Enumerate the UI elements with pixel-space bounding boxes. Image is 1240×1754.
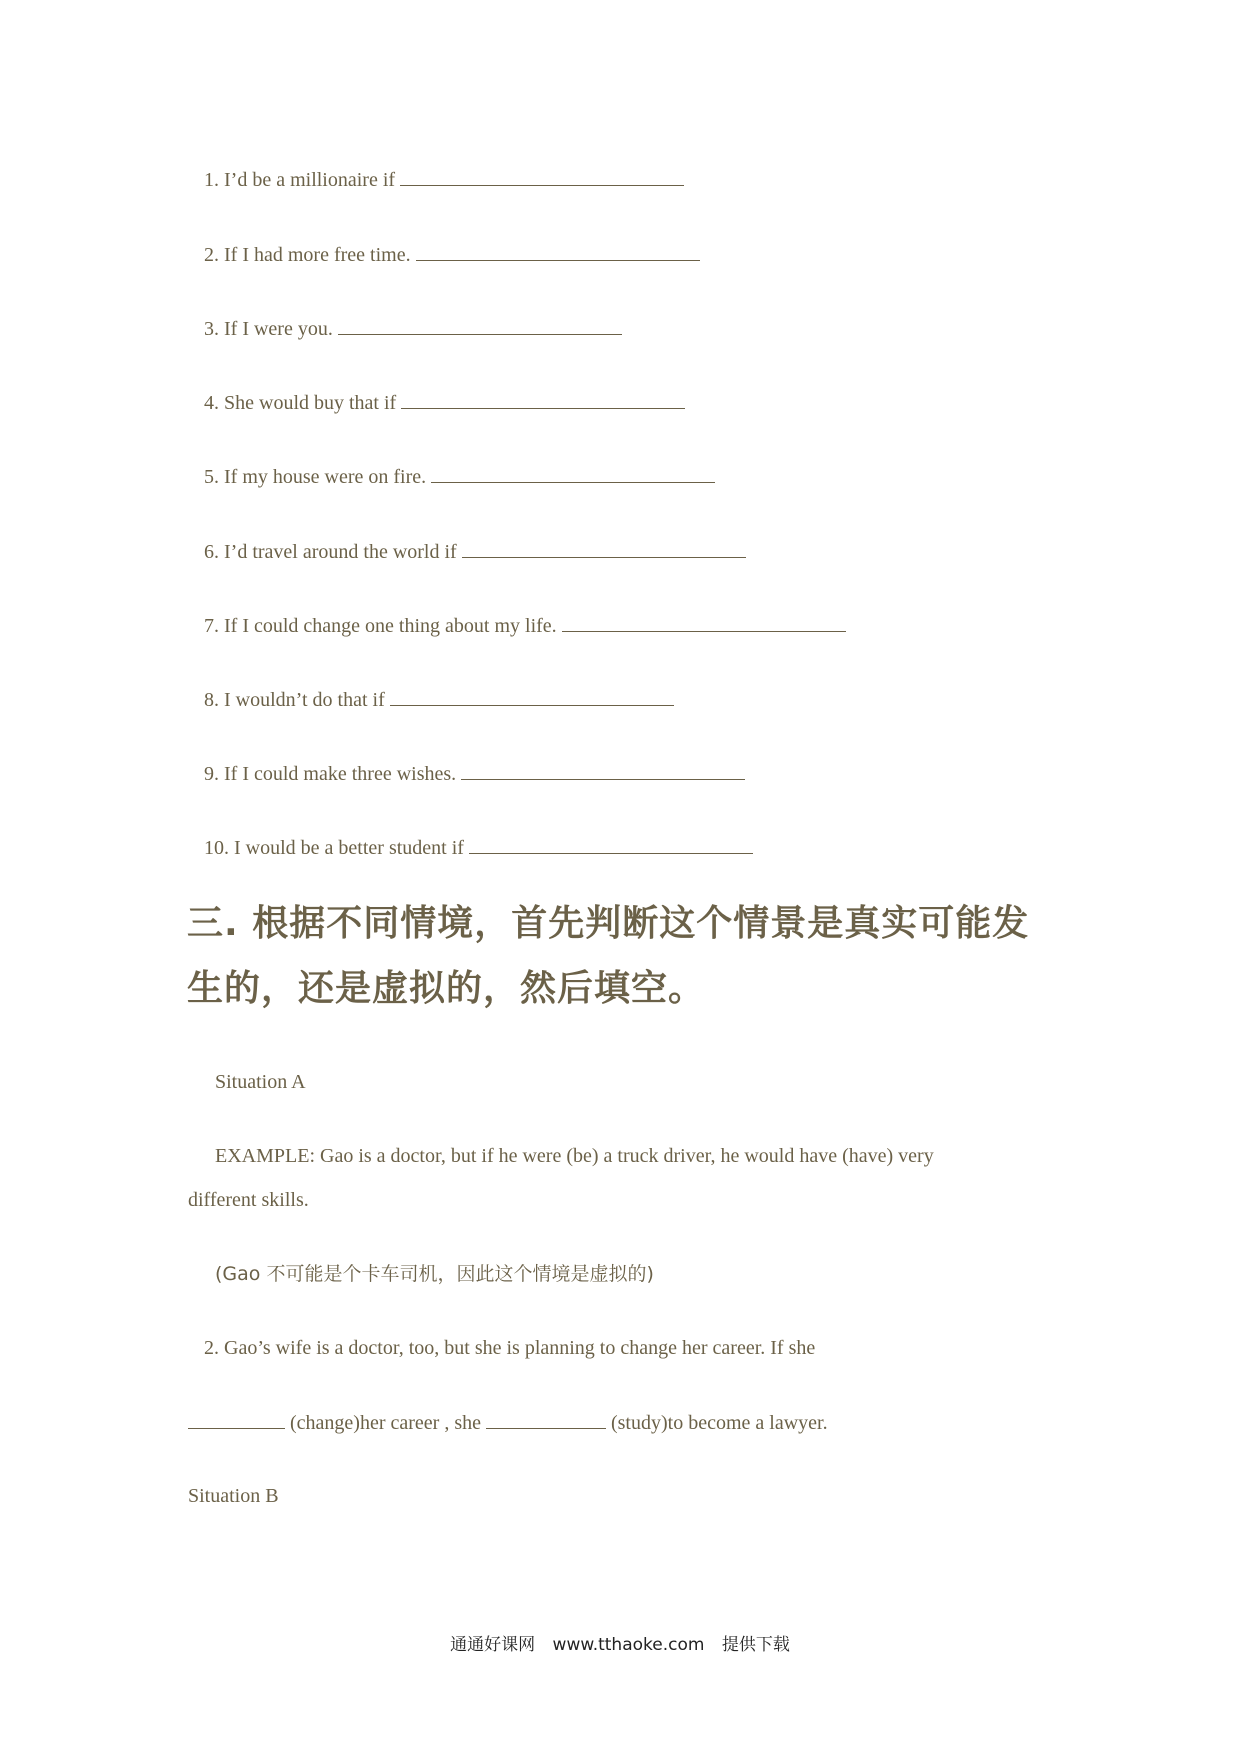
item-7-text: 7. If I could change one thing about my life.: [204, 615, 557, 637]
item-8: [204, 685, 674, 714]
example-note: (Gao 不可能是个卡车司机，因此这个情境是虚拟的): [215, 1263, 654, 1285]
section-heading-line2: 生的，还是虚拟的，然后填空。: [187, 968, 706, 1009]
item-7: [204, 611, 846, 640]
question-2-part-1: (change)her career , she: [290, 1412, 481, 1434]
item-10: [204, 833, 753, 862]
item-6-text: 6. I’d travel around the world if: [204, 541, 457, 563]
section-heading-line1: 三. 根据不同情境，首先判断这个情景是真实可能发: [187, 903, 1030, 944]
example-line-1: EXAMPLE: Gao is a doctor, but if he were (be) a truck driver, he would have (have) very: [215, 1145, 934, 1167]
item-9-text: 9. If I could make three wishes.: [204, 763, 457, 785]
answer-blank-2[interactable]: [416, 240, 700, 261]
answer-blank-6[interactable]: [462, 537, 746, 558]
answer-blank-9[interactable]: [461, 759, 745, 780]
answer-blank-7[interactable]: [562, 611, 846, 632]
situation-a-label: Situation A: [215, 1071, 306, 1093]
item-8-text: 8. I wouldn’t do that if: [204, 689, 385, 711]
item-1: [204, 165, 684, 194]
item-4: [204, 388, 685, 417]
item-6: [204, 537, 746, 566]
item-4-text: 4. She would buy that if: [204, 392, 397, 414]
item-1-text: 1. I’d be a millionaire if: [204, 169, 396, 191]
item-3: [204, 314, 622, 343]
item-2-text: 2. If I had more free time.: [204, 244, 411, 266]
answer-blank-5[interactable]: [431, 462, 715, 483]
answer-blank-3[interactable]: [338, 314, 622, 335]
answer-blank-4[interactable]: [401, 388, 685, 409]
footer-url: www.tthaoke.com: [552, 1635, 705, 1655]
item-5: [204, 462, 715, 491]
page-footer: [0, 1630, 1240, 1655]
answer-blank-10[interactable]: [469, 833, 753, 854]
footer-note: 提供下载: [721, 1635, 790, 1655]
change-blank[interactable]: [188, 1408, 285, 1429]
question-2-line-1: 2. Gao’s wife is a doctor, too, but she is planning to change her career. If she: [204, 1337, 816, 1359]
answer-blank-8[interactable]: [390, 685, 674, 706]
item-9: [204, 759, 745, 788]
question-2-line-2: [188, 1408, 828, 1437]
item-3-text: 3. If I were you.: [204, 318, 333, 340]
situation-b-label: Situation B: [188, 1485, 279, 1507]
item-5-text: 5. If my house were on fire.: [204, 466, 427, 488]
item-2: [204, 240, 700, 269]
answer-blank-1[interactable]: [400, 165, 684, 186]
study-blank[interactable]: [486, 1408, 606, 1429]
question-2-part-2: (study)to become a lawyer.: [610, 1412, 828, 1434]
item-10-text: 10. I would be a better student if: [204, 837, 464, 859]
example-line-2: different skills.: [188, 1189, 309, 1211]
footer-site-name: 通通好课网: [450, 1635, 536, 1655]
